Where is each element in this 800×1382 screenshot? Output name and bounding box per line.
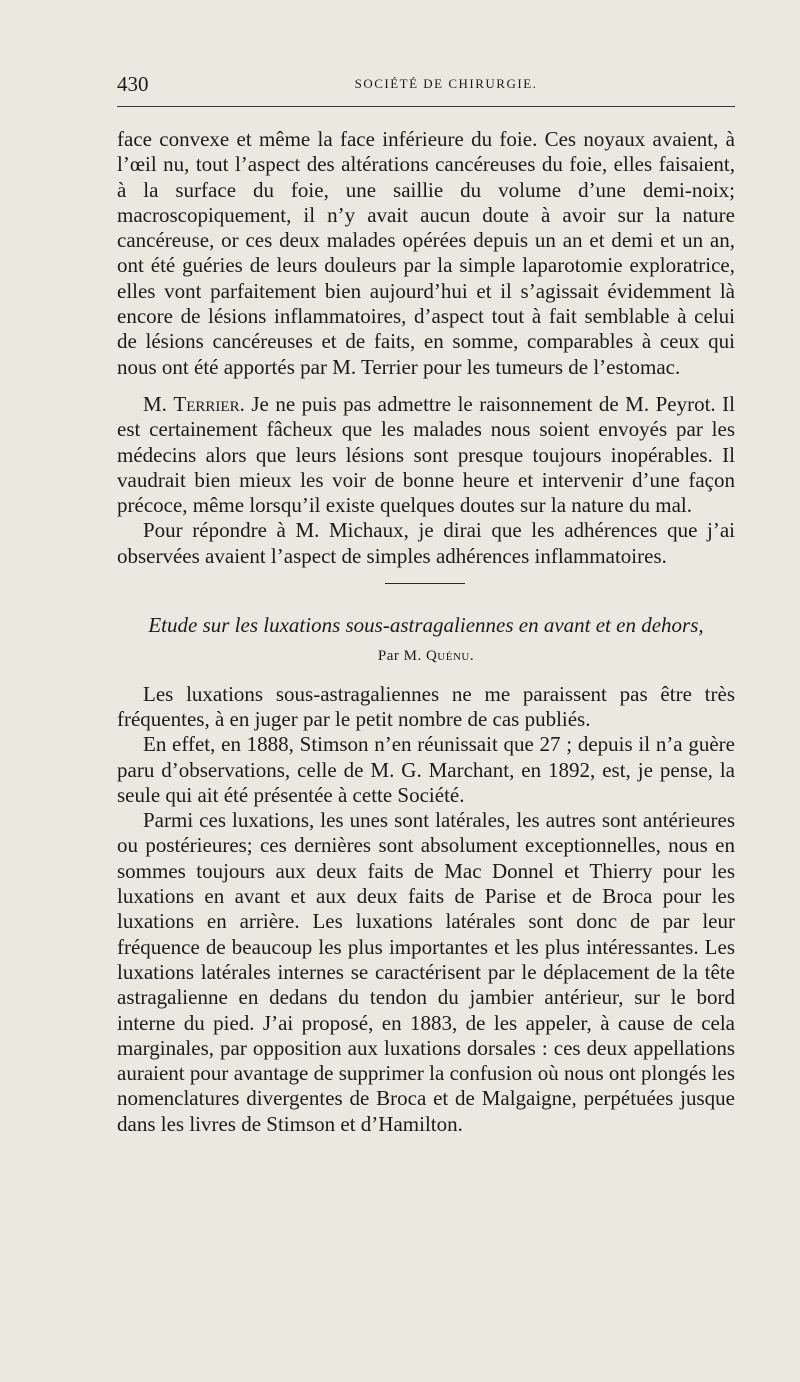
terrier-reply-paragraph <box>117 392 735 518</box>
header-rule <box>117 106 735 107</box>
continued-paragraph: face convexe et même la face inférieure du foie. Ces noyaux avaient, à l’œil nu, tout l’aspect des altérations cancéreuses du foie, elles faisaient, à la surface du foie, une saillie du volume d’une demi-noix; macroscopiquement, il n’y avait aucun doute à avoir sur la nature cancéreuse, or ces deux malades opérées depuis un an et demi et un an, ont été guéries de leurs douleurs par la simple laparotomie exploratrice, elles vont parfaitement bien aujourd’hui et il s’agissait évidemment là encore de lésions inflammatoires, d’aspect tout à fait semblable à celui de lésions cancéreuses et de faits, en somme, comparables à ceux qui nous ont été apportés par M. Terrier pour les tumeurs de l’estomac. <box>117 127 735 379</box>
page-number: 430 <box>117 72 149 96</box>
page-body <box>117 127 735 1137</box>
article-title: Etude sur les luxations sous-astragaliennes en avant et en dehors, <box>148 613 704 638</box>
article-paragraph: Les luxations sous-astragaliennes ne me paraissent pas être très fréquentes, à en juger par le petit nombre de cas publiés. <box>117 681 735 731</box>
reply-text: Je ne puis pas admettre le raisonnement de M. Peyrot. Il est certainement fâcheux que les malades nous soient envoyés par les médecins alors que leurs lésions sont presque toujours inopérables. Il vaudrait bien mieux les voir de bonne heure et intervenir d’une façon précoce, même lorsqu’il existe quelques doutes sur la nature du mal. <box>117 391 735 518</box>
reply-second-paragraph: Pour répondre à M. Michaux, je dirai que les adhérences que j’ai observées avaient l’aspect de simples adhérences inflammatoires. <box>117 518 735 568</box>
speaker-prefix: M. <box>143 391 174 416</box>
article-byline <box>117 644 735 669</box>
byline-prefix: Par M. <box>377 648 426 665</box>
speaker-name: Terrier. <box>173 391 245 416</box>
page-header <box>117 72 735 102</box>
article-paragraph: En effet, en 1888, Stimson n’en réunissait que 27 ; depuis il n’a guère paru d’observations, celle de M. G. Marchant, en 1892, est, je pense, la seule qui ait été présentée à cette Société. <box>117 732 735 807</box>
article-paragraph: Parmi ces luxations, les unes sont latérales, les autres sont antérieures ou postérieures; ces dernières sont absolument exceptionnelles, nous en sommes toujours aux deux faits de Mac Donnel et Thierry pour les luxations en avant et aux deux faits de Parise et de Broca pour les luxations en arrière. Les luxations latérales sont donc de par leur fréquence de beaucoup les plus importantes et les plus intéressantes. Les luxations latérales internes se caractérisent par le déplacement de la tête astragalienne en dedans du tendon du jambier antérieur, sur le bord interne du pied. J’ai proposé, en 1883, de les appeler, à cause de cela marginales, par opposition aux luxations dorsales : ces deux appellations auraient pour avantage de supprimer la confusion où nous ont plongés les nomenclatures divergentes de Broca et de Malgaigne, perpétuées jusque dans les livres de Stimson et d’Hamilton. <box>117 808 735 1136</box>
section-separator <box>385 583 465 584</box>
running-head: SOCIÉTÉ DE CHIRURGIE. <box>354 76 538 91</box>
byline-author: Quénu. <box>425 648 475 665</box>
